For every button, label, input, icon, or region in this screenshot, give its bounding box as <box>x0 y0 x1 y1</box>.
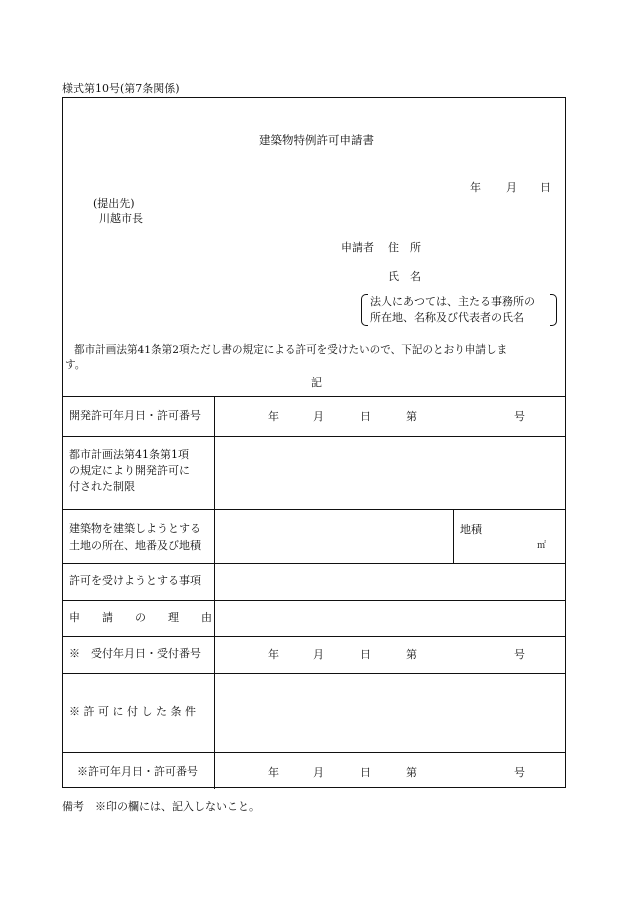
row-dev-permit-label: 開発許可年月日・許可番号 <box>69 409 201 422</box>
note-bracket-right <box>550 294 557 326</box>
area-column-divider <box>453 509 454 563</box>
row-restriction-label-3: 付された制限 <box>69 480 135 493</box>
permit-gou: 号 <box>514 766 525 779</box>
receipt-month: 月 <box>313 648 324 661</box>
row-line-6 <box>63 673 565 674</box>
remarks-note: 備考 ※印の欄には、記入しないこと。 <box>62 800 260 813</box>
ki-label: 記 <box>311 376 322 389</box>
dev-permit-day: 日 <box>360 410 371 423</box>
receipt-dai: 第 <box>406 648 417 661</box>
row-reason-label: 申 請 の 理 由 <box>69 611 212 624</box>
form-title: 建築物特例許可申請書 <box>259 133 374 147</box>
dev-permit-dai: 第 <box>406 410 417 423</box>
recipient-heading: (提出先) <box>93 197 135 210</box>
applicant-note-line1: 法人にあつては、主たる事務所の <box>370 295 535 308</box>
row-land-label-2: 土地の所在、地番及び地積 <box>69 539 201 552</box>
receipt-gou: 号 <box>514 648 525 661</box>
receipt-year: 年 <box>268 648 279 661</box>
row-receipt-label: ※ 受付年月日・受付番号 <box>69 647 201 660</box>
row-line-7 <box>63 752 565 753</box>
row-conditions-label: ※ 許 可 に 付 し た 条 件 <box>69 705 196 718</box>
row-line-4 <box>63 600 565 601</box>
receipt-day: 日 <box>360 648 371 661</box>
row-line-2 <box>63 509 565 510</box>
date-day: 日 <box>540 181 551 194</box>
applicant-note-line2: 所在地、名称及び代表者の氏名 <box>370 311 524 324</box>
dev-permit-year: 年 <box>268 410 279 423</box>
row-line-3 <box>63 563 565 564</box>
row-permit-label: ※許可年月日・許可番号 <box>77 765 198 778</box>
land-area-label: 地積 <box>460 523 482 536</box>
permit-month: 月 <box>313 766 324 779</box>
table-top-line <box>63 396 565 397</box>
date-year: 年 <box>470 181 481 194</box>
applicant-label: 申請者 <box>341 241 374 254</box>
permit-day: 日 <box>360 766 371 779</box>
permit-dai: 第 <box>406 766 417 779</box>
statement-line1: 都市計画法第41条第2項ただし書の規定による許可を受けたいので、下記のとおり申請しま <box>74 344 508 356</box>
row-restriction-label-1: 都市計画法第41条第1項 <box>69 448 189 461</box>
row-land-label-1: 建築物を建築しようとする <box>69 522 201 535</box>
applicant-address-label: 住 所 <box>388 241 421 254</box>
applicant-name-label: 氏 名 <box>388 270 421 283</box>
row-matter-label: 許可を受けようとする事項 <box>69 574 201 587</box>
row-restriction-label-2: の規定により開発許可に <box>69 464 190 477</box>
dev-permit-gou: 号 <box>514 410 525 423</box>
dev-permit-month: 月 <box>313 410 324 423</box>
note-bracket-left <box>361 294 368 326</box>
recipient-name: 川越市長 <box>99 212 143 225</box>
date-month: 月 <box>506 181 517 194</box>
land-area-unit: ㎡ <box>537 541 547 551</box>
form-reference: 様式第10号(第7条関係) <box>62 82 180 95</box>
row-line-1 <box>63 436 565 437</box>
statement-line2: す。 <box>65 359 86 371</box>
permit-year: 年 <box>268 766 279 779</box>
application-form <box>62 97 566 788</box>
row-line-5 <box>63 636 565 637</box>
label-column-divider <box>214 396 215 789</box>
